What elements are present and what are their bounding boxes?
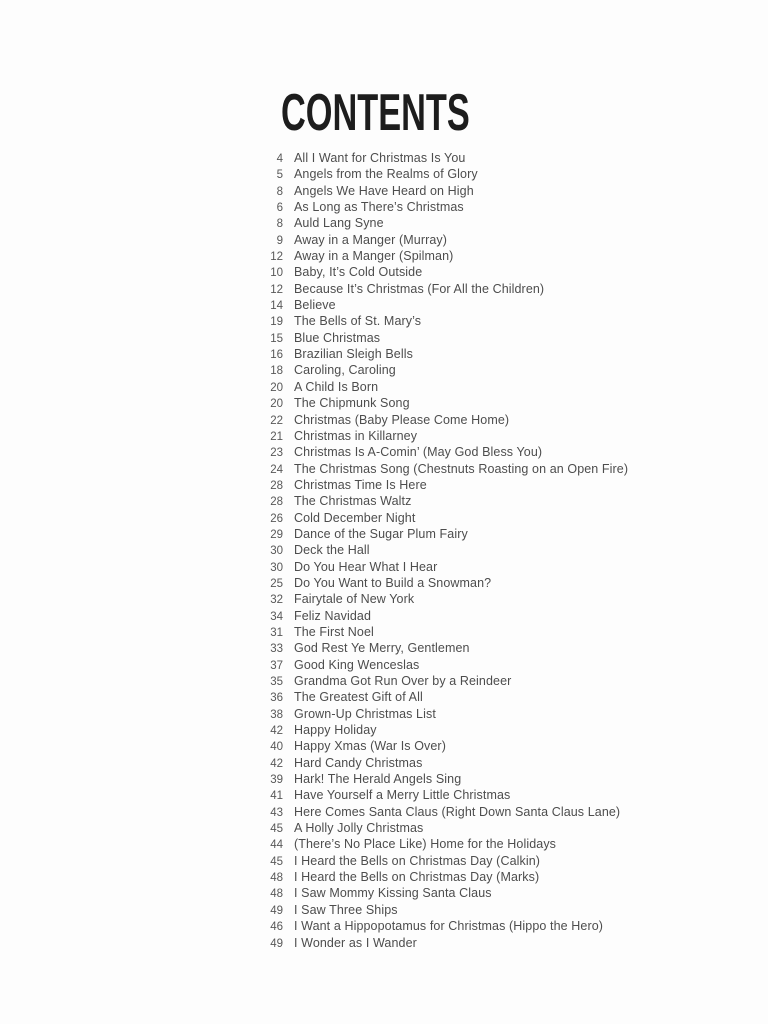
toc-page-number: 5 [276,169,283,182]
toc-page-number: 49 [270,904,283,917]
toc-row [250,248,628,264]
toc-page-number: 24 [270,463,283,476]
toc-song-title: Dance of the Sugar Plum Fairy [294,526,468,541]
toc-row [250,673,628,689]
toc-page-number: 45 [270,855,283,868]
toc-page-number: 20 [270,398,283,411]
toc-row [250,510,628,526]
toc-song-title: Cold December Night [294,510,416,525]
toc-page-number: 42 [270,725,283,738]
toc-page-number: 18 [270,365,283,378]
toc-page-number: 6 [276,202,283,215]
toc-page-number: 34 [270,610,283,623]
toc-song-title: I Wonder as I Wander [294,935,417,950]
toc-row [250,183,628,199]
toc-row [250,706,628,722]
toc-song-title: Grandma Got Run Over by a Reindeer [294,674,512,688]
toc-song-title: Have Yourself a Merry Little Christmas [294,788,511,803]
toc-song-title: The Christmas Waltz [294,494,412,509]
toc-row [250,428,628,444]
toc-song-title: Angels We Have Heard on High [294,183,474,198]
toc-page-number: 4 [276,153,283,165]
toc-row [250,412,628,428]
toc-page-number: 45 [270,823,283,836]
toc-page-number: 46 [270,921,283,934]
toc-row [250,346,628,362]
toc-page-number: 44 [270,839,283,852]
toc-page-number: 22 [270,414,283,427]
toc-row [250,755,628,771]
toc-song-title: I Want a Hippopotamus for Christmas (Hippo the Hero) [294,919,604,934]
toc-row [250,330,628,346]
toc-page-number: 28 [270,479,283,492]
toc-row [250,804,628,820]
toc-song-title: Good King Wenceslas [294,657,420,672]
toc-row [250,542,628,558]
toc-row [250,689,628,705]
toc-row [250,461,628,477]
toc-row [250,591,628,607]
toc-row [250,624,628,640]
toc-song-title: Away in a Manger (Spilman) [294,249,454,264]
toc-page-number: 49 [270,937,283,950]
toc-page-number: 28 [270,496,283,509]
toc-song-title: The Greatest Gift of All [294,690,423,705]
toc-page-number: 30 [270,545,283,558]
toc-page-number: 43 [270,806,283,819]
toc-page-number: 23 [270,447,283,460]
toc-song-title: A Child Is Born [294,379,379,394]
toc-page-number: 9 [276,234,283,247]
toc-song-title: Do You Want to Build a Snowman? [294,575,492,590]
toc-row [250,820,628,836]
toc-song-title: A Holly Jolly Christmas [294,821,424,836]
toc-page-number: 15 [270,332,283,345]
toc-song-title: The Chipmunk Song [294,396,410,411]
toc-page-number: 38 [270,708,283,721]
toc-row [250,477,628,493]
toc-song-title: Hark! The Herald Angels Sing [294,772,462,787]
toc-page-number: 41 [270,790,283,803]
toc-song-title: Grown-Up Christmas List [294,706,436,721]
toc-song-title: Christmas Time Is Here [294,477,427,492]
toc-page-number: 29 [270,528,283,541]
toc-page-number: 39 [270,774,283,787]
toc-row [250,575,628,591]
toc-row [250,526,628,542]
toc-page-number: 14 [270,300,283,313]
toc-row [250,493,628,509]
toc-row [250,885,628,901]
toc-page-number: 26 [270,512,283,525]
toc-song-title: As Long as There’s Christmas [294,200,464,215]
toc-song-title: I Heard the Bells on Christmas Day (Marks) [294,870,540,885]
toc-song-title: Brazilian Sleigh Bells [294,347,413,362]
toc-song-title: I Saw Three Ships [294,902,398,917]
toc-page-number: 32 [270,594,283,607]
toc-page-number: 19 [270,316,283,329]
toc-page-number: 8 [276,218,283,231]
toc-page-number: 31 [270,626,283,639]
toc-page-number: 21 [270,430,283,443]
toc-song-title: Baby, It’s Cold Outside [294,265,423,280]
toc-row [250,771,628,787]
toc-song-title: All I Want for Christmas Is You [294,151,466,165]
toc-row [250,379,628,395]
toc-song-title: God Rest Ye Merry, Gentlemen [294,641,470,656]
toc-page-number: 16 [270,349,283,362]
toc-page-number: 40 [270,741,283,754]
toc-song-title: Christmas (Baby Please Come Home) [294,412,510,427]
toc-row [250,150,628,166]
toc-page-number: 36 [270,692,283,705]
toc-song-title: The Christmas Song (Chestnuts Roasting on an Open Fire) [294,461,629,476]
toc-row [250,787,628,803]
toc-song-title: Deck the Hall [294,543,370,558]
toc-song-title: Hard Candy Christmas [294,755,423,770]
toc-song-title: Away in a Manger (Murray) [294,232,448,247]
toc-page-number: 8 [276,185,283,198]
toc-song-title: Angels from the Realms of Glory [294,167,478,182]
toc-page-number: 12 [270,251,283,264]
toc-page-number: 37 [270,659,283,672]
toc-row [250,902,628,918]
toc-page-number: 35 [270,676,283,688]
toc-row [250,559,628,575]
toc-list [250,150,628,951]
toc-row [250,444,628,460]
toc-song-title: Believe [294,298,336,313]
toc-row [250,738,628,754]
toc-page-number: 48 [270,888,283,901]
toc-song-title: Caroling, Caroling [294,363,396,378]
toc-song-title: Christmas in Killarney [294,428,418,443]
toc-row [250,362,628,378]
toc-row [250,722,628,738]
toc-song-title: Christmas Is A-Comin’ (May God Bless You) [294,445,543,460]
toc-song-title: I Saw Mommy Kissing Santa Claus [294,886,492,901]
toc-song-title: Happy Xmas (War Is Over) [294,739,446,754]
toc-row [250,232,628,248]
toc-row [250,297,628,313]
toc-row [250,199,628,215]
toc-song-title: I Heard the Bells on Christmas Day (Calkin) [294,853,541,868]
toc-song-title: The First Noel [294,624,374,639]
toc-song-title: The Bells of St. Mary’s [294,314,422,329]
toc-page-number: 25 [270,577,283,590]
toc-song-title: Here Comes Santa Claus (Right Down Santa Claus Lane) [294,804,621,819]
toc-row [250,918,628,934]
toc-row [250,935,628,951]
toc-song-title: Do You Hear What I Hear [294,559,438,574]
toc-row [250,608,628,624]
toc-row [250,215,628,231]
toc-row [250,640,628,656]
toc-song-title: Because It’s Christmas (For All the Children) [294,281,545,296]
toc-row [250,657,628,673]
toc-page-number: 10 [270,267,283,280]
toc-song-title: Feliz Navidad [294,608,372,623]
toc-song-title: Fairytale of New York [294,592,415,607]
toc-song-title: Blue Christmas [294,330,381,345]
toc-song-title: Auld Lang Syne [294,216,384,231]
contents-title: CONTENTS [281,84,470,142]
toc-page-number: 30 [270,561,283,574]
toc-row [250,869,628,885]
toc-row [250,853,628,869]
toc-row [250,281,628,297]
toc-row [250,395,628,411]
toc-row [250,313,628,329]
toc-song-title: Happy Holiday [294,723,377,738]
toc-song-title: (There’s No Place Like) Home for the Holidays [294,837,557,852]
toc-page-number: 12 [270,283,283,296]
toc-page-number: 42 [270,757,283,770]
toc-page-number: 33 [270,643,283,656]
toc-row [250,264,628,280]
toc-row [250,166,628,182]
toc-page-number: 48 [270,872,283,885]
toc-page-number: 20 [270,381,283,394]
toc-row [250,836,628,852]
